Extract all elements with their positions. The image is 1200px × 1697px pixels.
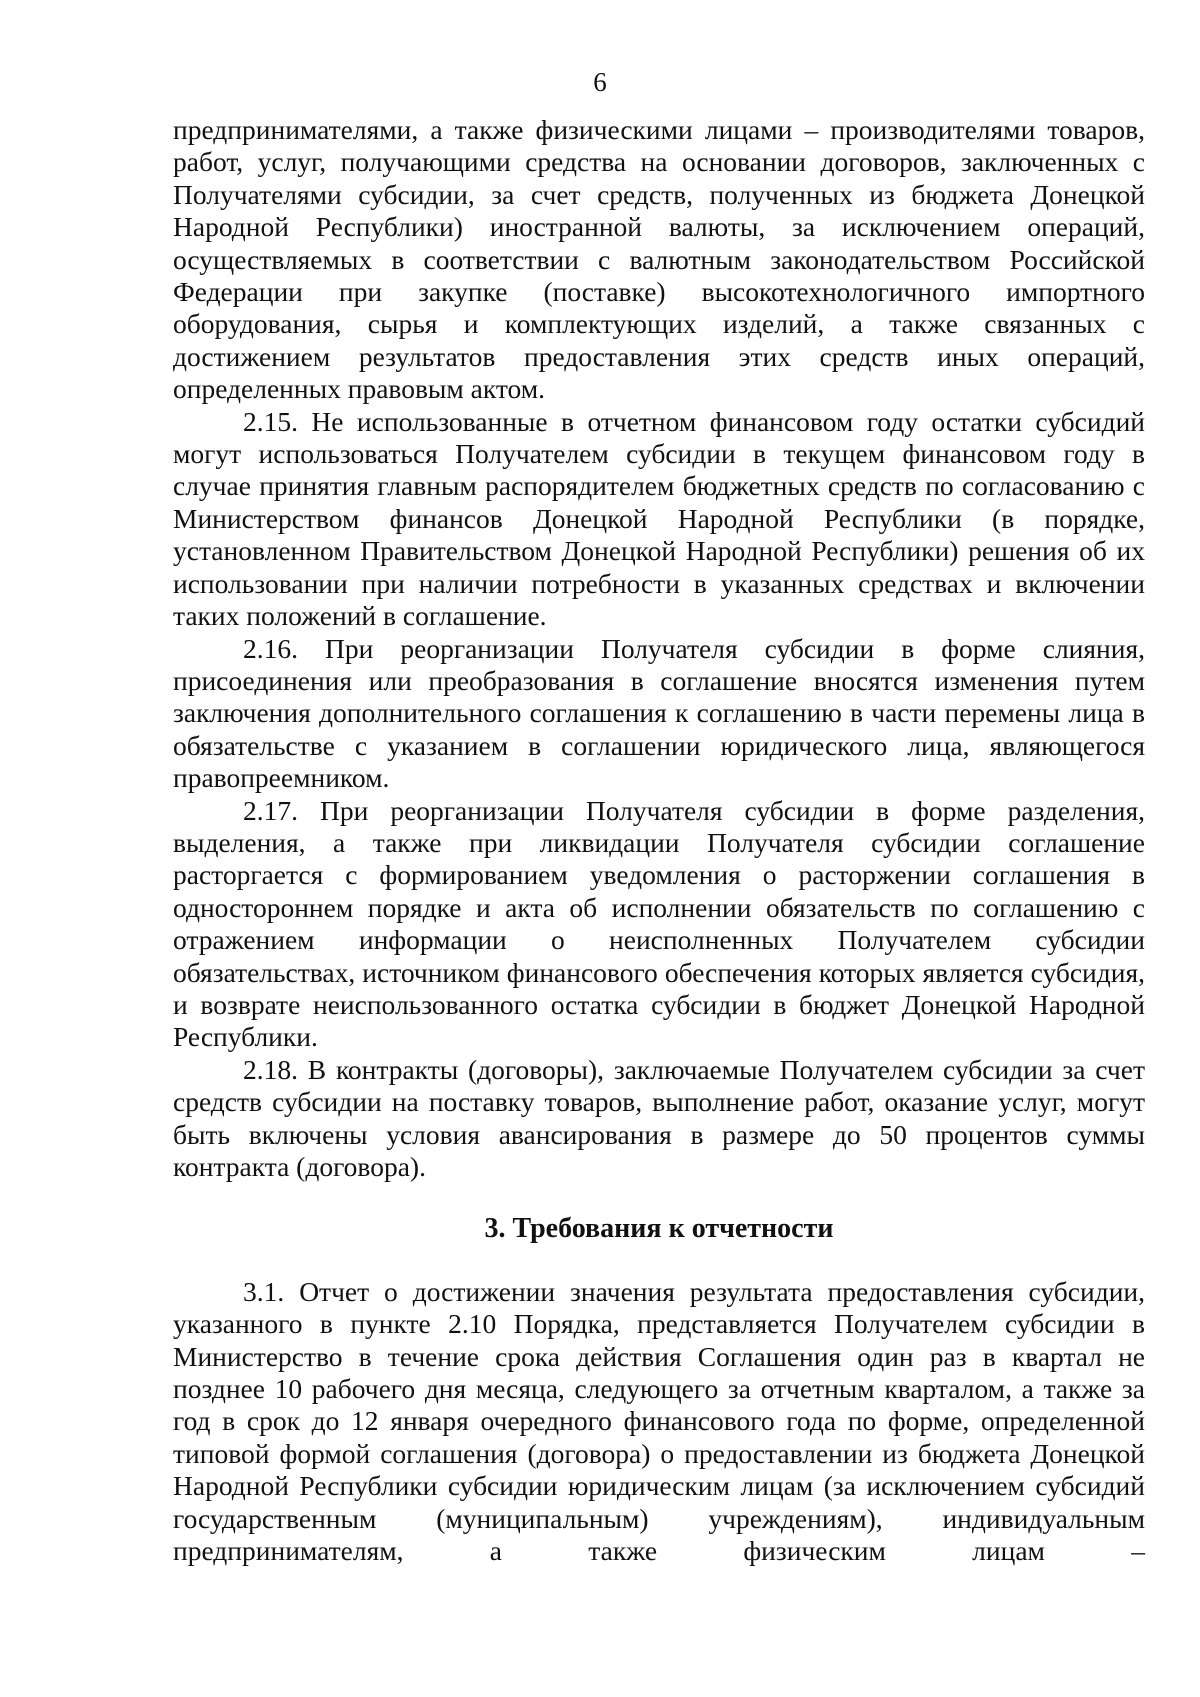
paragraph-3-1: 3.1. Отчет о достижении значения результата предоставления субсидии, указанного в пункте 2.10 Порядка, представляется Получателем субсидии в Министерство в течение срока действия Соглашения один раз в квартал не позднее 10 рабочего дня месяца, следующего за отчетным кварталом, а также за год в срок до 12 января очередного финансового года по форме, определенной типовой формой соглашения (договора) о предоставлении из бюджета Донецкой Народной Республики субсидии юридическим лицам (за исключением субсидий государственным (муниципальным) учреждениям), индивидуальным предпринимателям, а также физическим лицам – xyxy=(173,1275,1145,1567)
paragraph-2-15: 2.15. Не использованные в отчетном финансовом году остатки субсидий могут использоваться Получателем субсидии в текущем финансовом году в случае принятия главным распорядителем бюджетных средств по согласованию с Министерством финансов Донецкой Народной Республики (в порядке, установленном Правительством Донецкой Народной Республики) решения об их использовании при наличии потребности в указанных средствах и включении таких положений в соглашение. xyxy=(173,405,1145,632)
paragraph-2-16: 2.16. При реорганизации Получателя субсидии в форме слияния, присоединения или преобразования в соглашение вносятся изменения путем заключения дополнительного соглашения к соглашению в части перемены лица в обязательстве с указанием в соглашении юридического лица, являющегося правопреемником. xyxy=(173,632,1145,794)
paragraph-2-18: 2.18. В контракты (договоры), заключаемые Получателем субсидии за счет средств субсидии на поставку товаров, выполнение работ, оказание услуг, могут быть включены условия авансирования в размере до 50 процентов суммы контракта (договора). xyxy=(173,1053,1145,1182)
paragraph-2-17: 2.17. При реорганизации Получателя субсидии в форме разделения, выделения, а также при ликвидации Получателя субсидии соглашение расторгается с формированием уведомления о расторжении соглашения в одностороннем порядке и акта об исполнении обязательств по соглашению с отражением информации о неисполненных Получателем субсидии обязательствах, источником финансового обеспечения которых является субсидия, и возврате неиспользованного остатка субсидии в бюджет Донецкой Народной Республики. xyxy=(173,794,1145,1053)
page-number: 6 xyxy=(593,67,607,97)
section-heading: 3. Требования к отчетности xyxy=(484,1213,834,1245)
document-body xyxy=(173,114,1145,1567)
paragraph-continuation: предпринимателями, а также физическими лицами – производителями товаров, работ, услуг, получающими средства на основании договоров, заключенных с Получателями субсидии, за счет средств, полученных из бюджета Донецкой Народной Республики) иностранной валюты, за исключением операций, осуществляемых в соответствии с валютным законодательством Российской Федерации при закупке (поставке) высокотехнологичного импортного оборудования, сырья и комплектующих изделий, а также связанных с достижением результатов предоставления этих средств иных операций, определенных правовым актом. xyxy=(173,114,1145,405)
